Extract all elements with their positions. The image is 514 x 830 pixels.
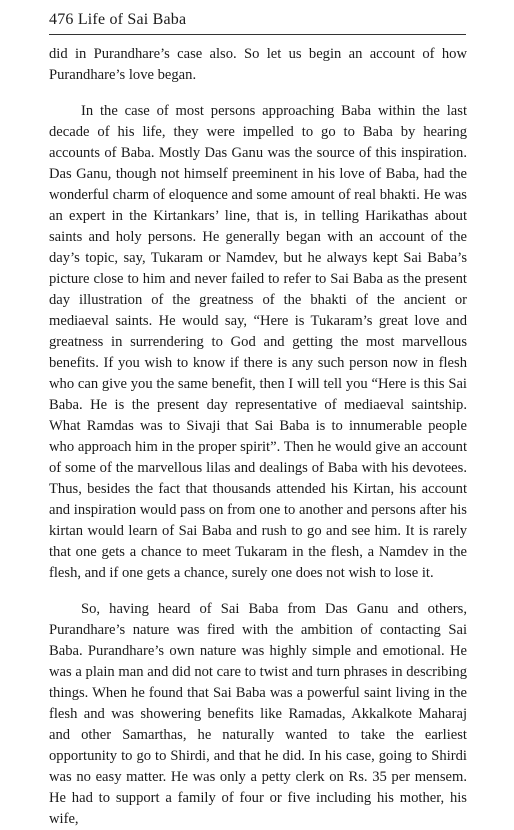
header-rule: [49, 34, 466, 35]
paragraph-das-ganu: In the case of most persons approaching Baba within the last decade of his life, they were impelled to go to Baba by hearing accounts of Baba. Mostly Das Ganu was the source of this inspiration. Das Ganu, though not himself preeminent in his love of Baba, had the wonderful charm of eloquence and some amount of real bhakti. He was an expert in the Kirtankars’ line, that is, in telling Harikathas about saints and holy persons. He generally began with an account of the day’s topic, say, Tukaram or Namdev, but he always kept Sai Baba’s picture close to him and never failed to refer to Sai Baba as the present day illustration of the greatness of the bhakti of the ancient or mediaeval saints. He would say, “Here is Tukaram’s great love and greatness in surrendering to God and getting the most marvellous benefits. If you wish to know if there is any such person now in flesh who can give you the same benefit, then I will tell you “Here is this Sai Baba. He is the present day representative of mediaeval saintship. What Ramdas was to Sivaji that Sai Baba is to innumerable people who approach him in the proper spirit”. Then he would give an account of some of the marvellous lilas and dealings of Baba with his devotees. Thus, besides the fact that thousands attended his Kirtan, his account and inspiration would pass on from one to another and persons after his kirtan would learn of Sai Baba and rush to go and see him. It is rarely that one gets a chance to meet Tukaram in the flesh, a Namdev in the flesh, and if one gets a chance, surely one does not wish to lose it.: [49, 103, 467, 581]
page-number: 476: [49, 11, 74, 28]
running-header: [49, 10, 186, 30]
body-text: [49, 44, 467, 830]
paragraph-continuation: did in Purandhare’s case also. So let us begin an account of how Purandhare’s love began.: [49, 46, 467, 83]
running-title: Life of Sai Baba: [77, 11, 187, 28]
paragraph-purandhare: So, having heard of Sai Baba from Das Ganu and others, Purandhare’s nature was fired with the ambition of contacting Sai Baba. Purandhare’s own nature was highly simple and emotional. He was a plain man and did not care to twist and turn phrases in describing things. When he found that Sai Baba was a powerful saint living in the flesh and was showering benefits like Ramadas, Akkalkote Maharaj and other Samarthas, he naturally wanted to take the earliest opportunity to go to Shirdi, and that he did. In his case, going to Shirdi was no easy matter. He was only a petty clerk on Rs. 35 per mensem. He had to support a family of four or five including his mother, his wife,: [49, 601, 467, 827]
